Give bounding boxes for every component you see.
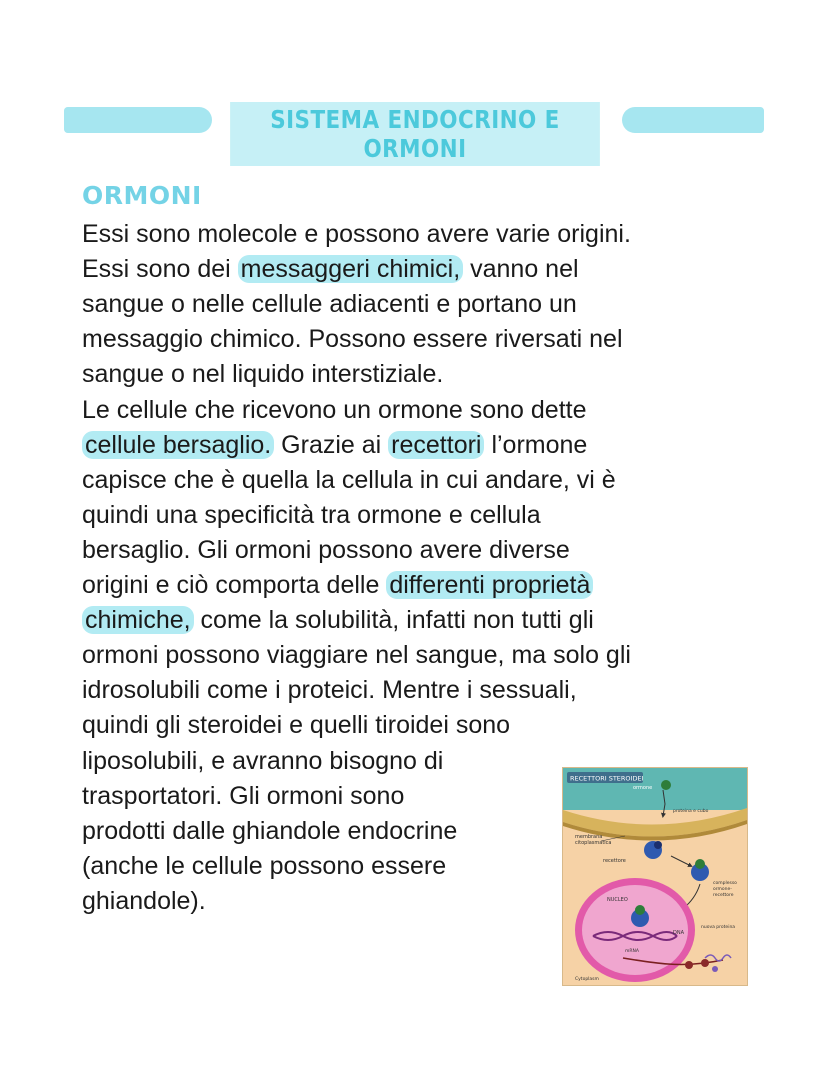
highlighted-term: differenti proprietà: [386, 571, 593, 599]
text-line: [82, 708, 510, 742]
text-segment: messaggio chimico. Possono essere riversati nel: [82, 325, 623, 354]
text-segment: quindi una specificità tra ormone e cellula: [82, 500, 541, 529]
highlighted-term: chimiche,: [82, 606, 194, 634]
text-segment: come la solubilità, infatti non tutti gli: [200, 606, 594, 635]
text-segment: capisce che è quella la cellula in cui andare, vi è: [82, 465, 616, 494]
text-line: [82, 533, 570, 567]
text-segment: liposolubili, e avranno bisogno di: [82, 746, 444, 775]
title-band-right: [622, 107, 764, 133]
figure-header: RECETTORI STEROIDEI: [570, 774, 644, 783]
text-segment: quindi gli steroidei e quelli tiroidei sono: [82, 711, 511, 740]
text-line: [82, 252, 579, 286]
text-segment: ormoni possono viaggiare nel sangue, ma solo gli: [82, 641, 631, 670]
section-heading: ORMONI: [82, 181, 202, 210]
text-segment: Essi sono dei: [82, 255, 231, 284]
text-segment: Essi sono molecole e possono avere varie origini.: [82, 220, 631, 248]
svg-text:ormone-: ormone-: [713, 887, 732, 892]
text-segment: (anche le cellule possono essere: [82, 851, 447, 880]
text-segment: Grazie ai: [281, 430, 382, 459]
text-line: [82, 322, 623, 356]
svg-text:proteina e cubo: proteina e cubo: [673, 809, 709, 814]
highlighted-term: cellule bersaglio.: [82, 431, 274, 459]
text-line: [82, 498, 541, 532]
text-segment: sangue o nel liquido interstiziale.: [82, 360, 444, 389]
text-line: [82, 287, 577, 321]
highlighted-term: recettori: [388, 431, 484, 459]
text-segment: idrosolubili come i proteici. Mentre i sessuali,: [82, 676, 577, 705]
svg-text:recettore: recettore: [713, 893, 734, 898]
svg-text:citoplasmatica: citoplasmatica: [575, 840, 612, 846]
text-segment: ghiandole).: [82, 886, 206, 915]
svg-text:complesso: complesso: [713, 881, 737, 886]
text-segment: vanno nel: [470, 255, 579, 284]
steroid-receptor-figure: [562, 767, 748, 986]
text-line: [82, 463, 616, 497]
text-segment: Le cellule che ricevono un ormone sono dette: [82, 395, 587, 424]
svg-text:NUCLEO: NUCLEO: [607, 897, 628, 903]
text-line: [82, 638, 631, 672]
svg-text:nuova proteina: nuova proteina: [701, 925, 736, 930]
text-segment: origini e ciò comporta delle: [82, 571, 380, 599]
text-line: [82, 393, 587, 427]
svg-text:ormone: ormone: [633, 785, 653, 791]
svg-text:recettore: recettore: [603, 858, 626, 864]
text-line: [82, 673, 577, 707]
text-line: [82, 603, 594, 637]
text-line: [82, 428, 587, 462]
hormone-molecule: [661, 780, 671, 790]
svg-text:membrana: membrana: [575, 834, 603, 840]
text-line: [82, 884, 206, 918]
text-line: [82, 744, 443, 778]
text-segment: l’ormone: [491, 430, 588, 459]
page-title: SISTEMA ENDOCRINO E ORMONI: [230, 102, 600, 166]
text-line: [82, 849, 446, 883]
figure-illustration: [563, 768, 747, 985]
text-segment: sangue o nelle cellule adiacenti e portano un: [82, 290, 577, 319]
highlighted-term: messaggeri chimici,: [238, 255, 464, 283]
text-line: [82, 779, 404, 813]
text-line: [82, 814, 457, 848]
text-line: [82, 217, 631, 251]
text-line: [82, 568, 593, 602]
text-line: [82, 357, 443, 391]
svg-text:Cytoplasm: Cytoplasm: [575, 977, 599, 982]
text-segment: prodotti dalle ghiandole endocrine: [82, 816, 458, 845]
text-segment: bersaglio. Gli ormoni possono avere diverse: [82, 535, 570, 564]
svg-text:DNA: DNA: [673, 930, 685, 936]
title-band-left: [64, 107, 212, 133]
text-segment: trasportatori. Gli ormoni sono: [82, 781, 405, 810]
svg-text:mRNA: mRNA: [625, 949, 639, 954]
